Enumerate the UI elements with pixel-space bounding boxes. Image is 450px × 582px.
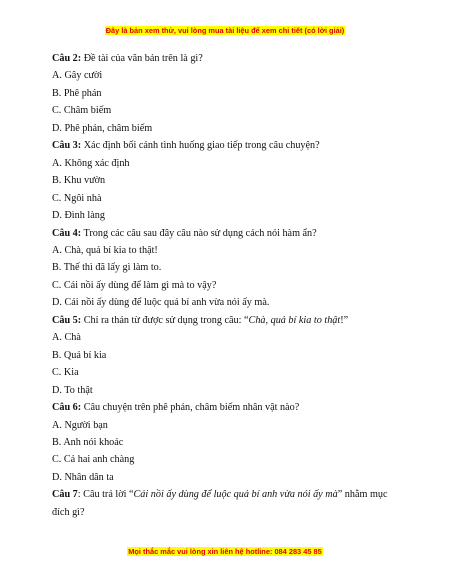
question-5 — [52, 312, 404, 329]
option-a: A. Chà — [52, 332, 81, 344]
option-a: A. Gây cười — [52, 70, 103, 82]
option-c: C. Cái nồi ấy dùng để làm gì mà to vậy? — [52, 279, 217, 291]
question-4 — [52, 225, 404, 242]
question-text-end: !” — [340, 314, 349, 326]
question-text-end: ” nhằm mục đích gì? — [52, 489, 388, 518]
quoted-sentence: Chà, quả bí kia to thật — [248, 314, 341, 326]
preview-notice-banner — [0, 26, 450, 35]
hotline-banner — [0, 547, 450, 556]
option-b: B. Khu vườn — [52, 175, 106, 187]
quoted-sentence: Cái nồi ấy dùng để luộc quả bí anh vừa nói ấy mà — [133, 489, 338, 501]
question-text: Câu chuyện trên phê phán, châm biếm nhân vật nào? — [81, 402, 300, 414]
option-b: B. Anh nói khoác — [52, 436, 124, 448]
option-d: D. Cái nồi ấy dùng để luộc quả bí anh vừa nói ấy mà. — [52, 297, 270, 309]
option-b: B. Quả bí kia — [52, 349, 107, 361]
question-text: Chỉ ra thán từ được sử dụng trong câu: “ — [81, 314, 249, 326]
option-b: B. Thế thì đã lấy gì làm to. — [52, 262, 162, 274]
question-6 — [52, 399, 404, 416]
option-c: C. Châm biếm — [52, 105, 112, 117]
question-text: Trong các câu sau đây câu nào sử dụng cách nói hàm ẩn? — [81, 227, 317, 239]
question-text: Xác định bối cảnh tình huống giao tiếp trong câu chuyện? — [81, 140, 320, 152]
option-c: C. Cả hai anh chàng — [52, 454, 135, 466]
question-label: Câu 5: — [52, 314, 82, 326]
question-3 — [52, 137, 404, 154]
question-label: Câu 2: — [52, 53, 82, 64]
question-label: Câu 6: — [52, 402, 82, 414]
question-text: : Câu trả lời “ — [77, 489, 134, 501]
option-c: C. Ngôi nhà — [52, 192, 102, 204]
question-2 — [52, 50, 404, 67]
question-label: Câu 3: — [52, 140, 82, 152]
option-a: A. Chà, quả bí kia to thật! — [52, 244, 158, 256]
document-body — [52, 50, 404, 521]
preview-notice-text: Đây là bản xem thử, vui lòng mua tài liệu để xem chi tiết (có lời giải) — [105, 26, 345, 35]
question-7 — [52, 486, 404, 521]
option-a: A. Người bạn — [52, 419, 108, 431]
option-c: C. Kia — [52, 367, 79, 379]
option-d: D. To thật — [52, 384, 93, 396]
option-d: D. Nhân dân ta — [52, 471, 114, 483]
option-b: B. Phê phán — [52, 87, 102, 99]
question-label: Câu 7 — [52, 489, 78, 501]
option-a: A. Không xác định — [52, 157, 130, 169]
option-d: D. Phê phán, châm biếm — [52, 122, 153, 134]
hotline-text: Mọi thắc mắc vui lòng xin liên hệ hotline: 084 283 45 85 — [128, 547, 322, 556]
option-d: D. Đình làng — [52, 210, 105, 222]
question-label: Câu 4: — [52, 227, 82, 239]
question-text: Đề tài của văn bản trên là gì? — [81, 53, 203, 64]
